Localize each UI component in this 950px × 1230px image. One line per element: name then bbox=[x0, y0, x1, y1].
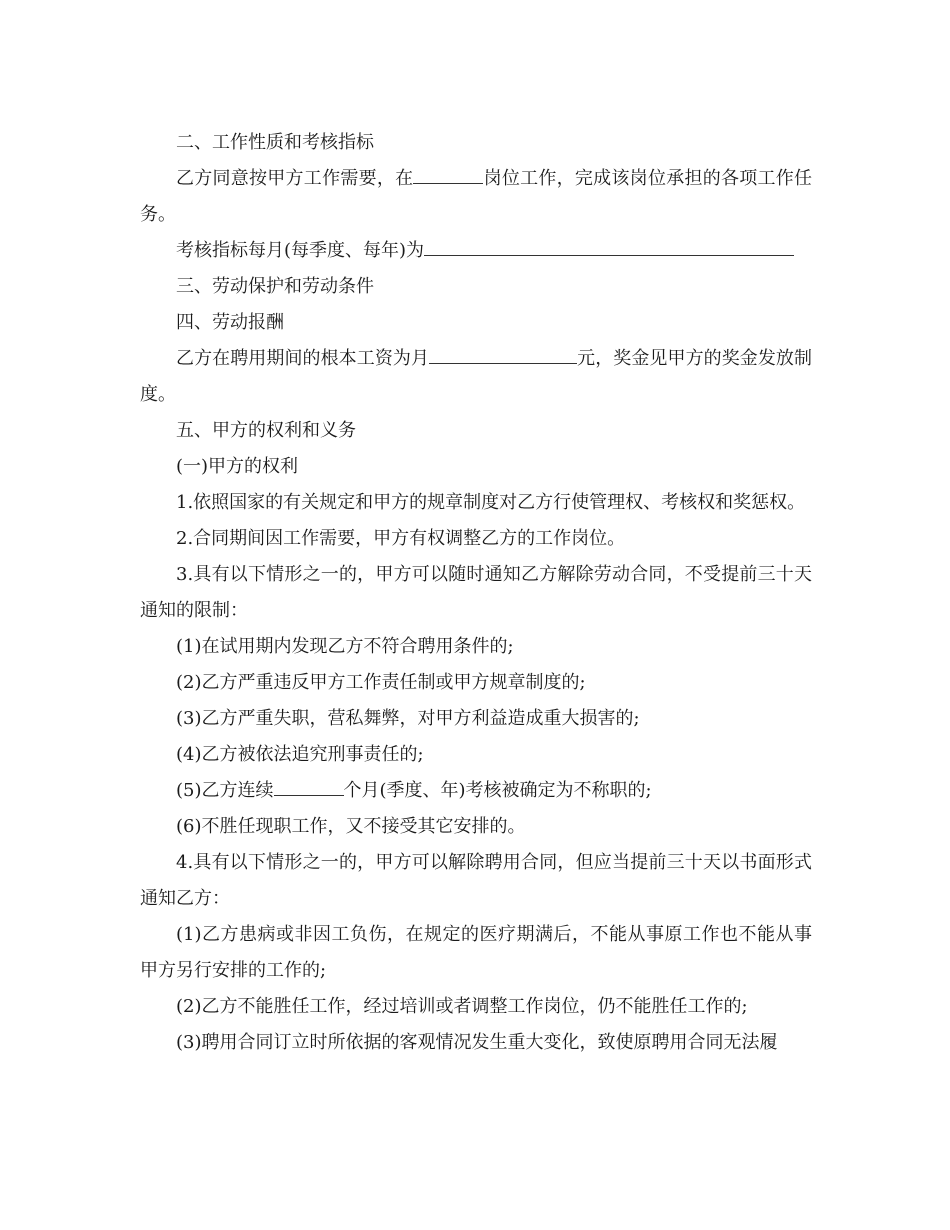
text-segment: 乙方同意按甲方工作需要，在 bbox=[176, 168, 414, 189]
section-2-paragraph-1 bbox=[140, 161, 812, 233]
text-segment: 岗位工作，完成该岗位承担的各项工作任务。 bbox=[140, 168, 813, 225]
section-4-paragraph-1 bbox=[140, 341, 812, 413]
section-5-subheading-1: (一)甲方的权利 bbox=[176, 456, 299, 477]
section-3-heading: 三、劳动保护和劳动条件 bbox=[176, 276, 374, 297]
list-item-4-1: (1)乙方患病或非因工负伤，在规定的医疗期满后，不能从事原工作也不能从事甲方另行安排的工作的; bbox=[140, 924, 812, 981]
text-segment: 个月(季度、年)考核被确定为不称职的; bbox=[343, 780, 652, 801]
list-item-4-3: (3)聘用合同订立时所依据的客观情况发生重大变化，致使原聘用合同无法履 bbox=[176, 1032, 778, 1053]
list-item-3-1: (1)在试用期内发现乙方不符合聘用条件的; bbox=[176, 636, 514, 657]
list-item-3: 3.具有以下情形之一的，甲方可以随时通知乙方解除劳动合同，不受提前三十天通知的限制： bbox=[140, 564, 812, 621]
section-4-heading: 四、劳动报酬 bbox=[176, 312, 284, 333]
text-segment: 元，奖金见甲方的奖金发放制度。 bbox=[140, 348, 813, 405]
list-item-1: 1.依照国家的有关规定和甲方的规章制度对乙方行使管理权、考核权和奖惩权。 bbox=[176, 492, 806, 513]
salary-blank bbox=[429, 343, 577, 364]
list-item-3-4: (4)乙方被依法追究刑事责任的; bbox=[176, 744, 424, 765]
list-item-3-5 bbox=[140, 773, 812, 809]
section-2-heading: 二、工作性质和考核指标 bbox=[176, 132, 374, 153]
section-5-heading: 五、甲方的权利和义务 bbox=[176, 420, 356, 441]
list-item-3-2: (2)乙方严重违反甲方工作责任制或甲方规章制度的; bbox=[176, 672, 586, 693]
list-item-4: 4.具有以下情形之一的，甲方可以解除聘用合同，但应当提前三十天以书面形式通知乙方： bbox=[140, 852, 812, 909]
text-segment: 乙方在聘用期间的根本工资为月 bbox=[176, 348, 430, 369]
text-segment: (5)乙方连续 bbox=[176, 780, 274, 801]
months-blank bbox=[274, 775, 344, 796]
list-item-3-3: (3)乙方严重失职，营私舞弊，对甲方利益造成重大损害的; bbox=[176, 708, 640, 729]
list-item-3-6: (6)不胜任现职工作，又不接受其它安排的。 bbox=[176, 816, 526, 837]
post-blank bbox=[413, 163, 483, 184]
section-2-paragraph-2 bbox=[140, 233, 812, 269]
indicator-blank bbox=[424, 235, 794, 256]
list-item-2: 2.合同期间因工作需要，甲方有权调整乙方的工作岗位。 bbox=[176, 528, 626, 549]
document-page bbox=[140, 125, 812, 1061]
text-segment: 考核指标每月(每季度、每年)为 bbox=[176, 240, 425, 261]
list-item-4-2: (2)乙方不能胜任工作，经过培训或者调整工作岗位，仍不能胜任工作的; bbox=[176, 996, 748, 1017]
